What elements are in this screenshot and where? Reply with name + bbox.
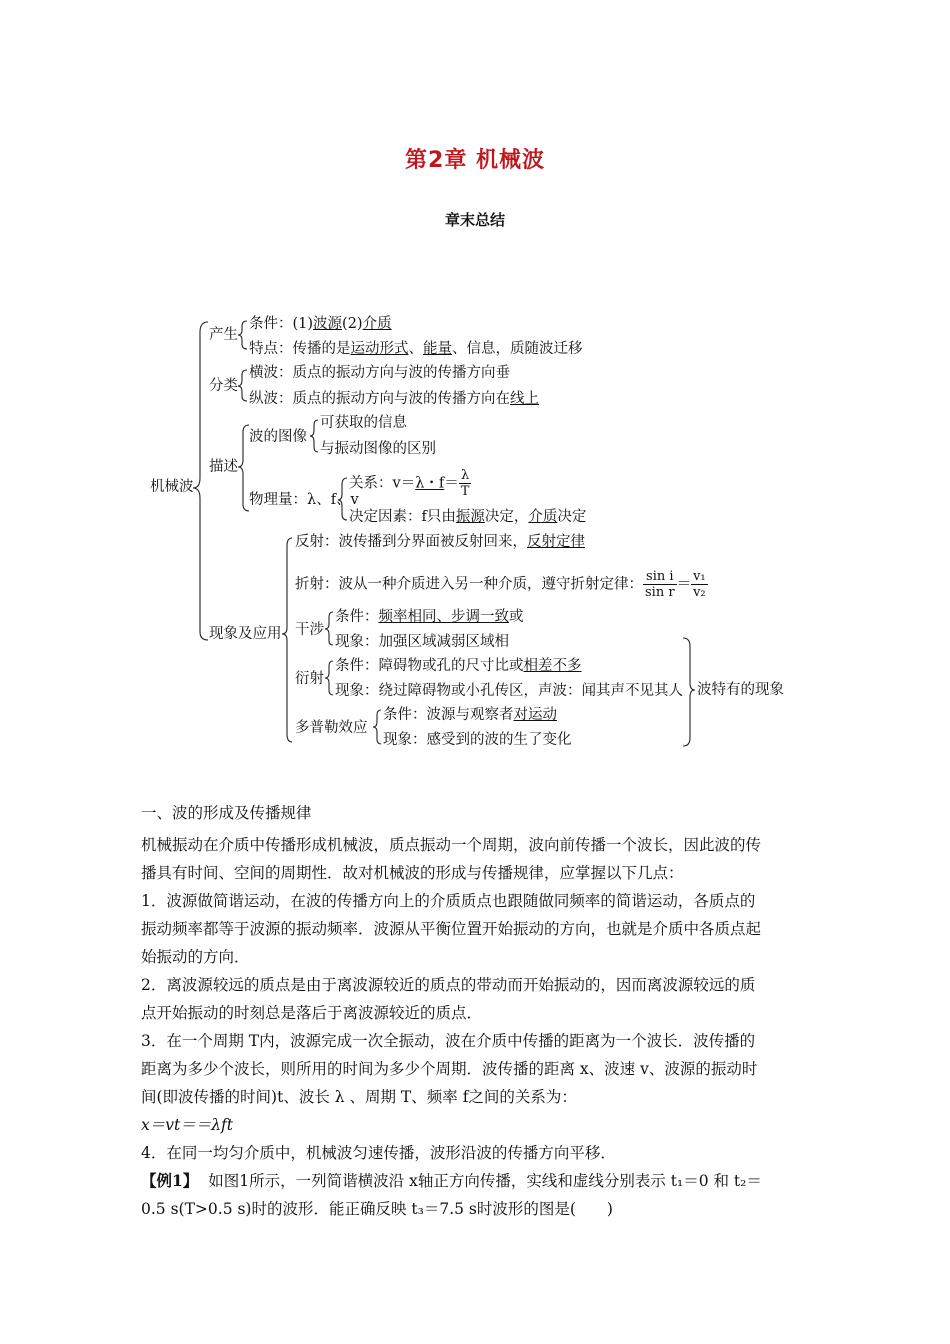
interference-label: 干涉 (295, 622, 324, 638)
paragraph-line: 始振动的方向． (141, 948, 250, 966)
classify-label: 分类 (209, 378, 238, 394)
interference-phenomenon: 现象：加强区域减弱区域相 (335, 634, 509, 650)
produce-condition: 条件：(1)波源(2)介质 (249, 316, 392, 332)
paragraph-line: 距离为多少个波长，则所用的时间为多少个周期．波传播的距离 x、波速 v、波源的振动时 (141, 1060, 758, 1078)
produce-label: 产生 (209, 327, 238, 343)
doppler-label: 多普勒效应 (295, 720, 368, 736)
example-line-1: 【例1】 如图1所示，一列简谐横波沿 x轴正方向传播，实线和虚线分别表示 t₁＝0 和 t₂＝ (141, 1171, 762, 1190)
longitudinal-wave: 纵波：质点的振动方向与波的传播方向在线上 (249, 391, 539, 407)
paragraph-line: 播具有时间、空间的周期性．故对机械波的形成与传播规律，应掌握以下几点： (141, 864, 684, 882)
physical-quantity-label: 物理量：λ、f、v (249, 492, 359, 508)
root-label: 机械波 (150, 479, 194, 495)
wave-specific-label: 波特有的现象 (697, 682, 784, 698)
wave-image-item-1: 可获取的信息 (320, 415, 407, 431)
paragraph-line: 机械振动在介质中传播形成机械波，质点振动一个周期，波向前传播一个波长，因此波的传 (141, 836, 762, 854)
reflection: 反射：波传播到分界面被反射回来，反射定律 (295, 534, 585, 550)
wave-image-item-2: 与振动图像的区别 (320, 441, 436, 457)
example-line-2: 0.5 s(T>0.5 s)时的波形．能正确反映 t₃＝7.5 s时波形的图是( ) (141, 1200, 613, 1218)
paragraph-line: 点开始振动的时刻总是落后于离波源较近的质点． (141, 1004, 483, 1022)
paragraph-line: 间(即波传播的时间)t、波长 λ 、周期 T、频率 f之间的关系为： (141, 1088, 577, 1106)
diffraction-phenomenon: 现象：绕过障碍物或小孔传区，声波：闻其声不见其人 (335, 683, 683, 699)
paragraph-line: 3．在一个周期 T内，波源完成一次全振动，波在介质中传播的距离为一个波长．波传播的 (141, 1032, 756, 1050)
produce-feature: 特点：传播的是运动形式、能量、信息，质随波迁移 (249, 341, 583, 357)
paragraph-line: 4．在同一均匀介质中，机械波匀速传播，波形沿波的传播方向平移． (141, 1144, 616, 1162)
doppler-condition: 条件：波源与观察者对运动 (383, 707, 557, 723)
page-title: 第2章 机械波 (405, 148, 545, 173)
doppler-phenomenon: 现象：感受到的波的生了变化 (383, 732, 572, 748)
paragraph-line: 1．波源做简谐运动，在波的传播方向上的介质质点也跟随做同频率的简谐运动，各质点的 (141, 892, 756, 910)
page-subtitle: 章末总结 (444, 211, 505, 229)
section-heading: 一、波的形成及传播规律 (141, 804, 312, 822)
formula-line: x＝vt＝＝λft (141, 1116, 234, 1134)
describe-label: 描述 (209, 459, 238, 475)
interference-condition: 条件：频率相同、步调一致或 (335, 609, 524, 625)
diffraction-condition: 条件：障碍物或孔的尺寸比或相差不多 (335, 658, 582, 674)
relation-formula: 关系：v＝λ・f＝ $\frac{\lambda}{T}$ (349, 468, 470, 499)
paragraph-line: 2．离波源较远的质点是由于离波源较近的质点的带动而开始振动的，因而离波源较远的质 (141, 976, 756, 994)
diffraction-label: 衍射 (295, 671, 324, 687)
deciding-factor: 决定因素：f只由振源决定，介质决定 (349, 509, 587, 525)
wave-image-label: 波的图像 (249, 429, 307, 445)
refraction: 折射：波从一种介质进入另一种介质，遵守折射定律： $\frac{\text{sin i}}{\text{sin r}}$ ＝ $\frac{\text{v₁}}{\text{v₂}}$ (295, 569, 706, 600)
example-tag: 【例1】 (141, 1171, 199, 1190)
transverse-wave: 横波：质点的振动方向与波的传播方向垂 (249, 365, 510, 381)
paragraph-line: 振动频率都等于波源的振动频率．波源从平衡位置开始振动的方向，也就是介质中各质点起 (141, 920, 762, 938)
phenomena-label: 现象及应用 (209, 626, 282, 642)
